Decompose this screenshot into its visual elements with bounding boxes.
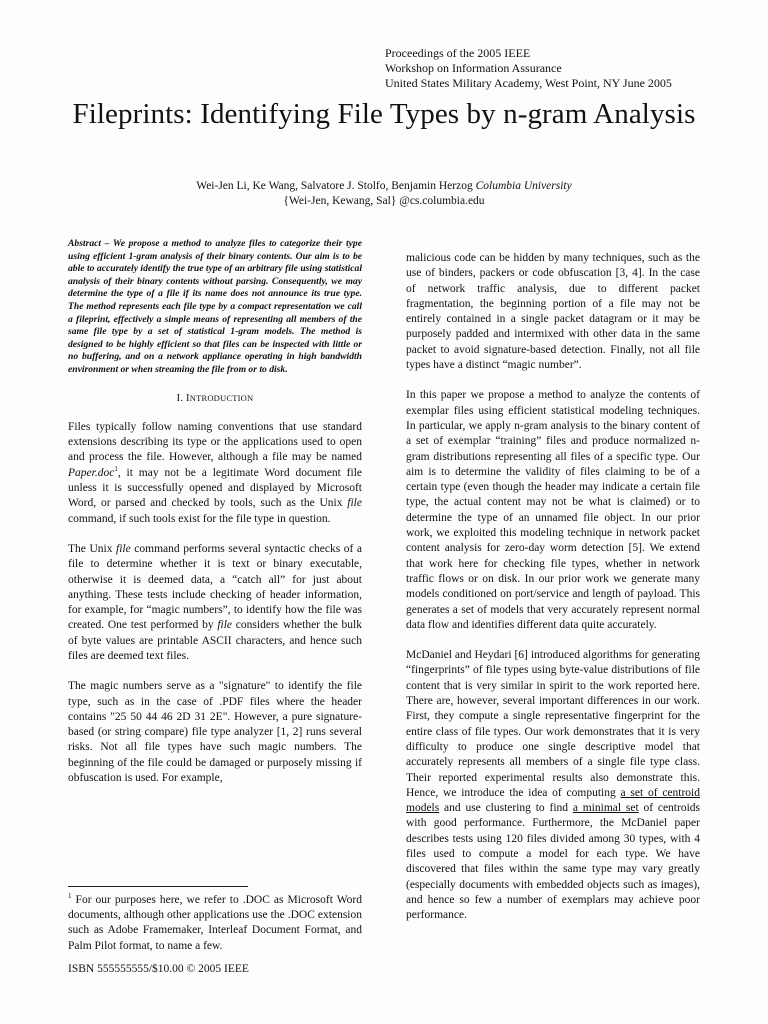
footnote-number: 1 <box>68 892 72 901</box>
footnote-text: For our purposes here, we refer to .DOC as Microsoft Word documents, although other applications use the .DOC extension such as Adobe Framemaker, Interleaf Document Format, and Palm Pilot format, to name a few. <box>68 894 362 952</box>
intro-paragraph-3: The magic numbers serve as a "signature" to identify the file type, such as in the case of .PDF files where the header contains "25 50 44 46 2D 31 2E". However, a pure signature-based (or string compare) file type analyzer [1, 2] runs several risks. Not all file types have such magic numbers. The beginning of the file could be damaged or purposely missing if obfuscation is used. For example, <box>68 680 362 785</box>
footnote-divider <box>68 886 248 887</box>
section-title-initial: I <box>186 392 190 404</box>
author-affiliation: Columbia University <box>475 180 572 192</box>
right-paragraph-3: McDaniel and Heydari [6] introduced algorithms for generating “fingerprints” of file types using byte-value distributions of file content that is very similar in spirit to the work reported here. There are, however, several important differences in our work. First, they compute a single representative fingerprint for the entire class of file types. Our work demonstrates that it is very difficulty to produce one single descriptive model that accurately represents all members of a single file type class. Their reported experimental results also demonstrate this. Hence, we introduce the idea of computing a set of centroid models and use clustering to find a minimal set of centroids with good performance. Furthermore, the McDaniel paper describes tests using 120 files divided among 30 types, with 4 files used to compute a model for each type. We have discovered that files within the same type may vary greatly (especially documents with embedded objects such as images), and hence so few a number of exemplars may achieve poor performance. <box>406 649 700 922</box>
right-column <box>406 251 700 938</box>
abstract <box>68 238 362 377</box>
footnote-marker: 1 <box>114 464 118 473</box>
left-column <box>68 238 362 801</box>
underlined-phrase-centroid-models: a set of centroid models <box>406 786 700 815</box>
right-paragraph-2: In this paper we propose a method to analyze the contents of exemplar files using efficient statistical modeling techniques. In particular, we apply n-gram analysis to the binary content of a set of exemplar “training” files and produce normalized n-gram distributions representing all files of a specific type. Our aim is to determine the validity of files claiming to be of a certain type (even though the header may indicate a certain file type, the actual content may not be what is claimed) or to determine the type of an unnamed file object. In our prior work, we exploited this modeling technique in network packet content analysis for zero-day worm detection [5]. We extend that work here for checking file types, whether in network traffic flows or on disk. In our prior work we generate many models conditioned on port/service and length of payload. This generates a set of models that very accurately represent normal data flow and identifies different data quite accurately. <box>406 389 700 631</box>
author-names: Wei-Jen Li, Ke Wang, Salvatore J. Stolfo, Benjamin Herzog <box>196 180 473 192</box>
section-title-rest: NTRODUCTION <box>189 392 254 403</box>
workshop-line: Workshop on Information Assurance <box>385 61 562 75</box>
right-paragraph-1: malicious code can be hidden by many techniques, such as the use of binders, packers or code obfuscation [3, 4]. In the case of network traffic analysis, due to different packet fragmentation, the beginning portion of a file may not be entirely contained in a single packet datagram or it may be purposely padded and intermixed with other data in the same packet to avoid signature-based detection. Finally, not all file types have a distinct “magic number”. <box>406 252 700 372</box>
proceedings-line: Proceedings of the 2005 IEEE <box>385 46 531 60</box>
paper-title: Fileprints: Identifying File Types by n-gram Analysis <box>72 98 696 130</box>
venue-line: United States Military Academy, West Point, NY June 2005 <box>385 76 672 90</box>
footnote <box>68 893 362 954</box>
abstract-text: We propose a method to analyze files to categorize their type using efficient 1-gram analysis of their binary contents. Our aim is to be able to accurately identify the true type of an arbitrary file using statistical analysis of their binary contents without parsing. Consequently, we may determine the type of a file if its name does not announce its true type. The method represents each file type by a compact representation we call a fileprint, effectively a simple means of representing all members of the same file type by a set of statistical 1-gram models. The method is designed to be highly efficient so that files can be inspected with little or no buffering, and on a network appliance operating in high bandwidth environment or when streaming the file from or to disk. <box>68 238 362 375</box>
intro-paragraph-2: The Unix file command performs several syntactic checks of a file to determine whether it is text or binary executable, otherwise it is deemed data, a “catch all” for just about anything. These tests include checking of header information, for example, for “magic numbers”, to identify how the file was created. One test performed by file considers whether the bulk of byte values are printable ASCII characters, and hence such files are deemed text files. <box>68 542 363 662</box>
abstract-label: Abstract – <box>68 238 110 249</box>
underlined-phrase-minimal-set: a minimal set <box>572 802 639 815</box>
isbn-line: ISBN 555555555/$10.00 © 2005 IEEE <box>68 963 249 975</box>
author-block <box>0 179 768 209</box>
section-heading-introduction <box>68 391 362 406</box>
section-number: I. <box>176 392 184 404</box>
proceedings-header <box>385 46 672 91</box>
author-emails: {Wei-Jen, Kewang, Sal} @cs.columbia.edu <box>283 195 485 207</box>
author-line <box>0 179 768 194</box>
intro-paragraph-1: Files typically follow naming conventions that use standard extensions describing its type or the applications used to open and process the file. However, although a file may be named Paper.doc$^1$, it may not be a legitimate Word document file unless it is successfully opened and displayed by Microsoft Word, or parsed and checked by tools, such as the Unix file command, if such tools exist for the file type in question. <box>68 420 362 525</box>
